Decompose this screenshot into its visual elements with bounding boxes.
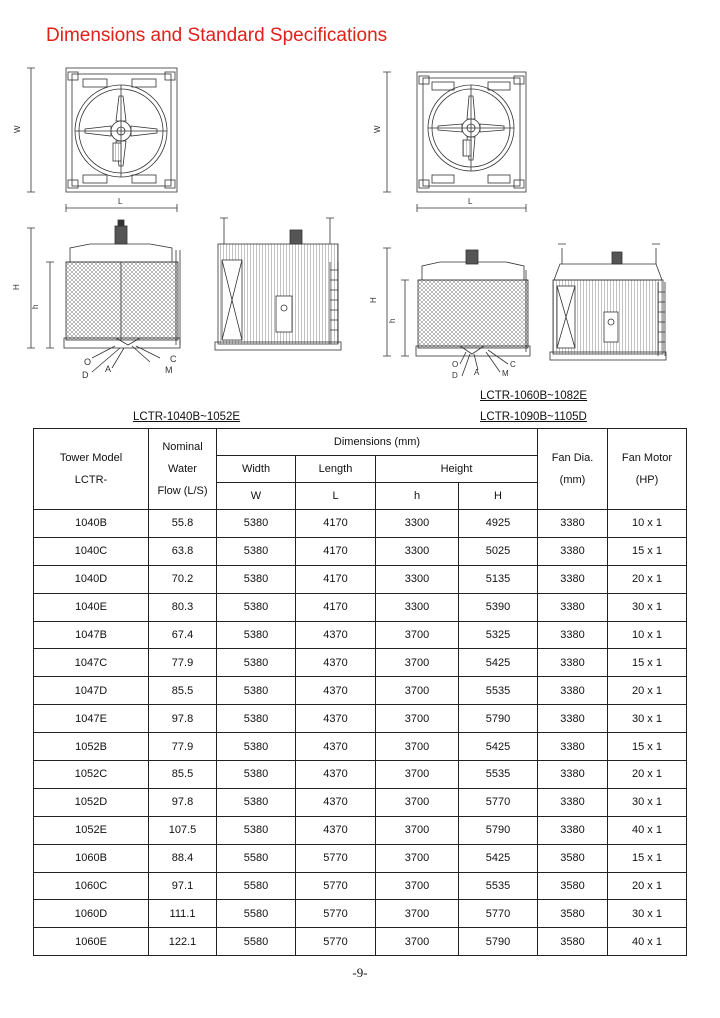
cell-fan_dia: 3380	[538, 788, 608, 816]
cell-H: 5025	[459, 537, 538, 565]
cell-fan_dia: 3380	[538, 537, 608, 565]
cell-H: 5790	[459, 705, 538, 733]
h-lower-label-right: h	[388, 318, 397, 323]
cell-l: 4370	[296, 705, 376, 733]
left-side-view	[215, 218, 341, 350]
cell-fan_dia: 3380	[538, 816, 608, 844]
cell-flow: 122.1	[149, 928, 217, 956]
cell-flow: 63.8	[149, 537, 217, 565]
cell-h: 3300	[376, 510, 459, 538]
cell-l: 4370	[296, 621, 376, 649]
page-number: -9-	[352, 965, 368, 980]
l-label-left: L	[118, 197, 123, 206]
table-row	[34, 816, 687, 844]
cell-h: 3700	[376, 900, 459, 928]
m-label-left: M	[165, 365, 173, 375]
c-label-left: C	[170, 354, 177, 364]
cell-motor: 30 x 1	[608, 705, 687, 733]
cell-w: 5580	[217, 928, 296, 956]
cell-l: 4370	[296, 677, 376, 705]
cell-flow: 67.4	[149, 621, 217, 649]
right-front-view	[383, 248, 530, 376]
w-label-left: W	[13, 125, 22, 133]
cell-model: 1047B	[34, 621, 149, 649]
o-label-right: O	[452, 360, 459, 369]
cell-l: 4370	[296, 816, 376, 844]
cell-fan_dia: 3380	[538, 677, 608, 705]
cell-motor: 30 x 1	[608, 900, 687, 928]
cell-motor: 30 x 1	[608, 788, 687, 816]
cell-motor: 15 x 1	[608, 649, 687, 677]
cell-l: 5770	[296, 900, 376, 928]
cell-fan_dia: 3380	[538, 649, 608, 677]
left-front-view	[27, 220, 180, 372]
table-row	[34, 733, 687, 761]
caption-left-series: LCTR-1040B~1052E	[133, 411, 241, 423]
cell-model: 1040E	[34, 593, 149, 621]
cell-h: 3700	[376, 816, 459, 844]
cell-fan_dia: 3380	[538, 621, 608, 649]
cell-fan_dia: 3580	[538, 900, 608, 928]
cell-h: 3700	[376, 928, 459, 956]
spec-table	[33, 428, 687, 956]
table-row	[34, 705, 687, 733]
cell-H: 5790	[459, 816, 538, 844]
cell-H: 5425	[459, 649, 538, 677]
length-header: Length	[296, 456, 376, 483]
cell-model: 1052D	[34, 788, 149, 816]
cell-flow: 88.4	[149, 844, 217, 872]
cell-w: 5380	[217, 788, 296, 816]
cell-flow: 77.9	[149, 733, 217, 761]
d-label-right: D	[452, 371, 458, 380]
cell-motor: 20 x 1	[608, 677, 687, 705]
cell-model: 1040C	[34, 537, 149, 565]
cell-w: 5580	[217, 844, 296, 872]
cell-l: 4170	[296, 565, 376, 593]
cell-h: 3700	[376, 677, 459, 705]
table-row	[34, 565, 687, 593]
cell-fan_dia: 3380	[538, 510, 608, 538]
cell-h: 3700	[376, 649, 459, 677]
water-flow-header: Nominal Water Flow (L/S)	[149, 429, 217, 510]
cell-model: 1060B	[34, 844, 149, 872]
cell-fan_dia: 3580	[538, 872, 608, 900]
cell-H: 5135	[459, 565, 538, 593]
d-label-left: D	[82, 370, 89, 380]
cell-flow: 80.3	[149, 593, 217, 621]
cell-flow: 85.5	[149, 761, 217, 789]
table-row	[34, 788, 687, 816]
cell-w: 5380	[217, 705, 296, 733]
cell-w: 5380	[217, 733, 296, 761]
cell-model: 1052B	[34, 733, 149, 761]
cell-l: 5770	[296, 872, 376, 900]
h-big-header: H	[459, 483, 538, 510]
cell-w: 5380	[217, 593, 296, 621]
cell-fan_dia: 3580	[538, 928, 608, 956]
cell-motor: 20 x 1	[608, 761, 687, 789]
cell-motor: 40 x 1	[608, 928, 687, 956]
page-title: Dimensions and Standard Specifications	[46, 25, 388, 46]
cell-h: 3700	[376, 788, 459, 816]
cell-flow: 97.8	[149, 788, 217, 816]
cell-w: 5380	[217, 510, 296, 538]
caption-right-series-1: LCTR-1060B~1082E	[480, 390, 588, 402]
fan-dia-header: Fan Dia. (mm)	[538, 429, 608, 510]
cell-h: 3700	[376, 844, 459, 872]
cell-fan_dia: 3380	[538, 565, 608, 593]
a-label-left: A	[105, 364, 112, 374]
w-header: W	[217, 483, 296, 510]
cell-w: 5380	[217, 677, 296, 705]
table-row	[34, 510, 687, 538]
spec-table-body	[34, 510, 687, 956]
cell-fan_dia: 3380	[538, 761, 608, 789]
cell-motor: 20 x 1	[608, 565, 687, 593]
cell-h: 3300	[376, 565, 459, 593]
tower-model-header: Tower Model LCTR-	[34, 429, 149, 510]
cell-motor: 15 x 1	[608, 844, 687, 872]
cell-w: 5380	[217, 649, 296, 677]
h-lower-label-left: h	[31, 304, 40, 309]
cell-flow: 97.8	[149, 705, 217, 733]
cell-model: 1047C	[34, 649, 149, 677]
cell-l: 5770	[296, 928, 376, 956]
m-label-right: M	[502, 369, 509, 378]
cell-fan_dia: 3380	[538, 593, 608, 621]
table-row	[34, 928, 687, 956]
table-row	[34, 844, 687, 872]
table-row	[34, 761, 687, 789]
a-label-right: A	[474, 368, 480, 377]
cell-flow: 70.2	[149, 565, 217, 593]
fan-motor-header: Fan Motor (HP)	[608, 429, 687, 510]
table-row	[34, 621, 687, 649]
table-row	[34, 677, 687, 705]
h-small-header: h	[376, 483, 459, 510]
technical-drawing	[0, 0, 720, 425]
cell-h: 3700	[376, 733, 459, 761]
cell-w: 5380	[217, 565, 296, 593]
cell-l: 4370	[296, 788, 376, 816]
cell-H: 5425	[459, 844, 538, 872]
cell-H: 5770	[459, 788, 538, 816]
cell-h: 3700	[376, 621, 459, 649]
cell-H: 5425	[459, 733, 538, 761]
cell-flow: 55.8	[149, 510, 217, 538]
cell-l: 5770	[296, 844, 376, 872]
cell-model: 1052E	[34, 816, 149, 844]
cell-motor: 40 x 1	[608, 816, 687, 844]
cell-model: 1060C	[34, 872, 149, 900]
cell-l: 4170	[296, 537, 376, 565]
cell-l: 4370	[296, 761, 376, 789]
cell-motor: 10 x 1	[608, 621, 687, 649]
table-row	[34, 593, 687, 621]
cell-H: 5535	[459, 677, 538, 705]
cell-h: 3300	[376, 537, 459, 565]
cell-motor: 20 x 1	[608, 872, 687, 900]
cell-model: 1047D	[34, 677, 149, 705]
caption-right-series-2: LCTR-1090B~1105D	[480, 411, 587, 423]
cell-H: 5770	[459, 900, 538, 928]
cell-model: 1060E	[34, 928, 149, 956]
right-side-view	[550, 244, 666, 360]
cell-model: 1052C	[34, 761, 149, 789]
left-top-view	[27, 68, 177, 212]
cell-w: 5380	[217, 816, 296, 844]
h-upper-label-left: H	[12, 284, 21, 290]
cell-h: 3700	[376, 872, 459, 900]
cell-h: 3300	[376, 593, 459, 621]
cell-H: 5325	[459, 621, 538, 649]
cell-H: 5535	[459, 761, 538, 789]
table-row	[34, 649, 687, 677]
cell-h: 3700	[376, 705, 459, 733]
cell-model: 1060D	[34, 900, 149, 928]
cell-H: 5390	[459, 593, 538, 621]
cell-l: 4170	[296, 510, 376, 538]
cell-model: 1040B	[34, 510, 149, 538]
l-header: L	[296, 483, 376, 510]
cell-flow: 77.9	[149, 649, 217, 677]
cell-l: 4370	[296, 733, 376, 761]
cell-flow: 97.1	[149, 872, 217, 900]
cell-flow: 111.1	[149, 900, 217, 928]
cell-H: 5790	[459, 928, 538, 956]
right-top-view	[383, 72, 526, 212]
dimensions-header: Dimensions (mm)	[217, 429, 538, 456]
cell-w: 5580	[217, 900, 296, 928]
cell-l: 4170	[296, 593, 376, 621]
cell-motor: 15 x 1	[608, 537, 687, 565]
cell-motor: 30 x 1	[608, 593, 687, 621]
cell-w: 5380	[217, 537, 296, 565]
l-label-right: L	[468, 197, 473, 206]
table-row	[34, 900, 687, 928]
spec-table-header	[34, 429, 687, 510]
width-header: Width	[217, 456, 296, 483]
cell-flow: 107.5	[149, 816, 217, 844]
cell-motor: 10 x 1	[608, 510, 687, 538]
cell-motor: 15 x 1	[608, 733, 687, 761]
cell-H: 5535	[459, 872, 538, 900]
cell-fan_dia: 3380	[538, 733, 608, 761]
c-label-right: C	[510, 360, 516, 369]
cell-flow: 85.5	[149, 677, 217, 705]
cell-h: 3700	[376, 761, 459, 789]
h-upper-label-right: H	[369, 297, 378, 303]
cell-l: 4370	[296, 649, 376, 677]
w-label-right: W	[373, 125, 382, 133]
cell-w: 5380	[217, 621, 296, 649]
cell-H: 4925	[459, 510, 538, 538]
cell-fan_dia: 3380	[538, 705, 608, 733]
cell-model: 1040D	[34, 565, 149, 593]
table-row	[34, 537, 687, 565]
o-label-left: O	[84, 357, 92, 367]
cell-model: 1047E	[34, 705, 149, 733]
cell-w: 5580	[217, 872, 296, 900]
height-header: Height	[376, 456, 538, 483]
table-row	[34, 872, 687, 900]
cell-w: 5380	[217, 761, 296, 789]
cell-fan_dia: 3580	[538, 844, 608, 872]
